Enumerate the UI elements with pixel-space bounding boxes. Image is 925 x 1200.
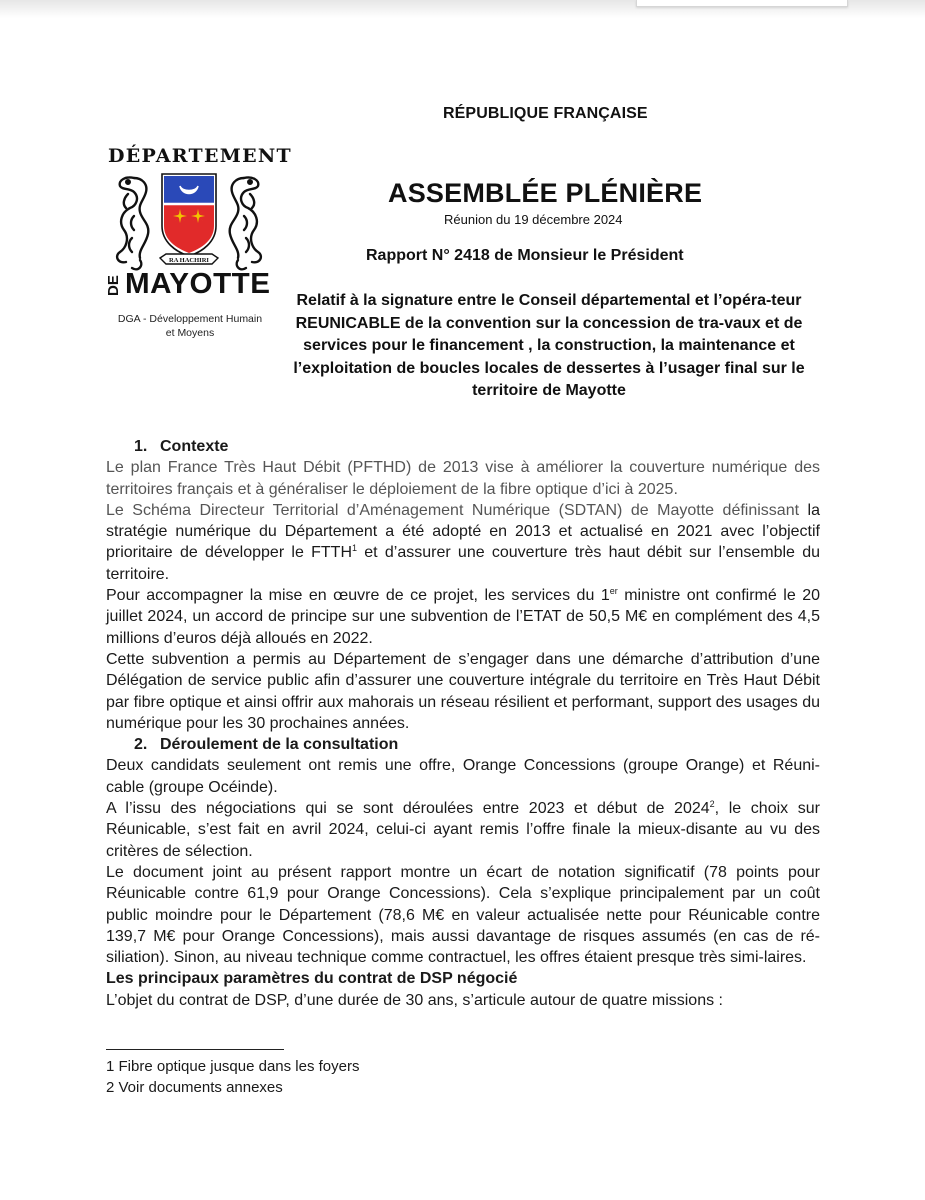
division-line-2: et Moyens xyxy=(165,327,215,339)
left-seahorse xyxy=(117,177,148,269)
report-subject: Relatif à la signature entre le Conseil départemental et l’opéra-teur REUNICABLE de la convention sur la concession de tra-vaux et de services pour le financement , la construction, la maintenance et l’exploitation de boucles locales de dessertes à l’usager final sur le territoire de Mayotte xyxy=(293,292,805,399)
section-1-heading: 1. Contexte xyxy=(134,438,229,455)
svg-text:RA HACHIRI: RA HACHIRI xyxy=(169,257,209,264)
section-2-paragraph-3: Le document joint au présent rapport montre un écart de notation significatif (78 points pour Réunicable contre 61,9 pour Orange Concessions). Cela s’explique principalement par un coût public moindre pour le Département (78,6 M€ en valeur actualisée nette pour Réunicable contre 139,7 M€ pour Orange Concessions), mais aussi davantage de risques assumés (en cas de ré-siliation). Sinon, au niveau technique comme contractuel, les offres étaient presque très simi-laires. xyxy=(106,863,820,967)
logo-departement-text: DÉPARTEMENT xyxy=(108,145,293,167)
right-seahorse xyxy=(230,177,261,269)
motto-ribbon xyxy=(160,254,218,264)
footnote-2: 2 Voir documents annexes xyxy=(106,1079,283,1096)
footnote-separator xyxy=(106,1049,284,1050)
section-1-paragraph-1: Le plan France Très Haut Débit (PFTHD) de 2013 vise à améliorer la couverture numérique des territoires français et à généraliser le déploiement de la fibre optique d’ici à 2025. xyxy=(106,459,820,498)
mayotte-coat-of-arms xyxy=(104,168,274,276)
section-3-paragraph-1: L’objet du contrat de DSP, d’une durée de 30 ans, s’articule autour de quatre missions : xyxy=(106,991,723,1009)
section-2-heading: 2. Déroulement de la consultation xyxy=(134,736,399,754)
viewer-tab[interactable] xyxy=(636,0,848,7)
assembly-title: ASSEMBLÉE PLÉNIÈRE xyxy=(388,178,703,208)
footnotes xyxy=(106,1056,359,1098)
section-3-heading: Les principaux paramètres du contrat de DSP négocié xyxy=(106,970,518,988)
document-body xyxy=(106,436,820,1011)
section-1-paragraph-4: Cette subvention a permis au Département de s’engager dans une démarche d’attribution d’une Délégation de service public afin d’assurer une couverture intégrale du territoire en Très Haut Débit par fibre optique et ainsi offrir aux mahorais un réseau résilient et performant, support des usages du numérique pour les 30 prochaines années. xyxy=(106,650,820,732)
shield xyxy=(162,174,216,256)
republic-heading: RÉPUBLIQUE FRANÇAISE xyxy=(443,105,648,122)
section-2-paragraph-2: A l’issu des négociations qui se sont déroulées entre 2023 et début de 2024$^2$, le choix sur Réunicable, s’est fait en avril 2024, celui-ci ayant remis l’offre finale la mieux-disante au vu des critères de sélection. xyxy=(106,799,821,860)
section-2-paragraph-1: Deux candidats seulement ont remis une offre, Orange Concessions (groupe Orange) et Réuni-cable (groupe Océinde). xyxy=(106,757,820,796)
logo-de-text: DE xyxy=(105,275,122,297)
section-1-paragraph-3: Pour accompagner la mise en œuvre de ce projet, les services du 1er ministre ont confirmé le 20 juillet 2024, un accord de principe sur une subvention de l’ETAT de 50,5 M€ en complément des 4,5 millions d’euros déjà alloués en 2022. xyxy=(106,586,820,647)
footnote-1: 1 Fibre optique jusque dans les foyers xyxy=(106,1058,360,1075)
logo-mayotte-text: MAYOTTE xyxy=(125,268,271,300)
division-line-1: DGA - Développement Humain xyxy=(117,313,263,325)
meeting-date: Réunion du 19 décembre 2024 xyxy=(444,212,623,227)
division-label xyxy=(110,312,270,340)
report-number: Rapport N° 2418 de Monsieur le Président xyxy=(366,247,684,264)
section-1-paragraph-2: Le Schéma Directeur Territorial d’Aménagement Numérique (SDTAN) de Mayotte définissant la stratégie numérique du Département a été adopté en 2013 et actualisé en 2021 avec l’objectif prioritaire de développer le FTTH$^1$ et d’assurer une couverture très haut débit sur l’ensemble du territoire. xyxy=(106,501,821,583)
